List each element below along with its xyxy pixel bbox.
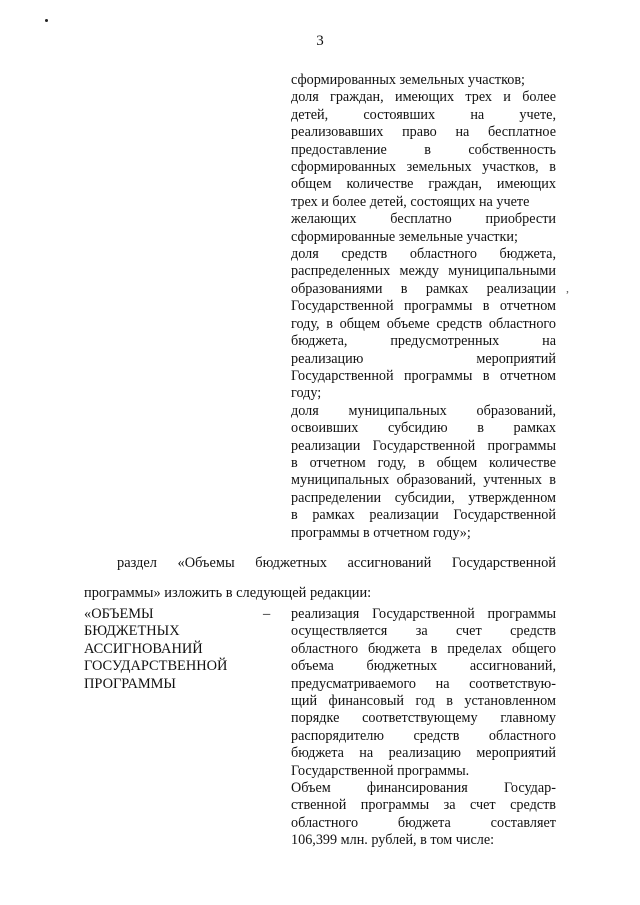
text-line: ственной программы за счет средств <box>291 797 556 814</box>
text-line: объема бюджетных ассигнований, <box>291 658 556 675</box>
text-line: осуществляется за счет средств <box>291 623 556 640</box>
text-line: бюджета на реализацию мероприятий <box>291 745 556 762</box>
text-line: доля граждан, имеющих трех и более <box>291 89 556 106</box>
text-line: сформированные земельные участки; <box>291 228 518 245</box>
text-line: Государственной программы в отчетном <box>291 298 556 315</box>
text-line: освоивших субсидию в рамках <box>291 420 556 437</box>
heading-line: АССИГНОВАНИЙ <box>84 640 203 657</box>
text-line: распределении субсидии, утвержденном <box>291 489 556 506</box>
section-instruction <box>84 548 556 608</box>
text-line: 106,399 млн. рублей, в том числе: <box>291 832 495 849</box>
table-content-text <box>291 606 556 850</box>
text-line: предусматриваемого на соответствую- <box>291 675 556 692</box>
text-line: муниципальных образований, учтенных в <box>291 472 556 489</box>
text-line: Государственной программы в отчетном <box>291 367 556 384</box>
heading-line: ПРОГРАММЫ <box>84 675 176 692</box>
text-line: областного бюджета составляет <box>291 814 556 831</box>
text-line: порядке соответствующему главному <box>291 710 556 727</box>
text-line: программы в отчетном году»; <box>291 524 471 541</box>
table-heading <box>84 606 259 693</box>
table-dash: – <box>263 606 271 622</box>
scan-speck <box>45 19 48 22</box>
section-instruction-line-1: раздел «Объемы бюджетных ассигнований Государственной <box>117 555 556 571</box>
text-line: доля средств областного бюджета, <box>291 246 556 263</box>
page-number: 3 <box>316 33 324 49</box>
text-line: сформированных земельных участков, в <box>291 159 556 176</box>
text-line: Объем финансирования Государ- <box>291 780 556 797</box>
text-line: трех и более детей, состоящих на учете <box>291 193 530 210</box>
text-line: в отчетном году, в общем количестве <box>291 454 556 471</box>
text-line: сформированных земельных участков; <box>291 72 525 88</box>
text-line: предоставление в собственность <box>291 141 556 158</box>
text-line: реализацию мероприятий <box>291 350 556 367</box>
text-line: реализовавших право на бесплатное <box>291 124 556 141</box>
text-line: доля муниципальных образований, <box>291 402 556 419</box>
text-line: году; <box>291 385 322 402</box>
section-instruction-line-2: программы» изложить в следующей редакции: <box>84 585 372 601</box>
text-line: областного бюджета в пределах общего <box>291 640 556 657</box>
text-line: детей, состоявших на учете, <box>291 106 556 123</box>
heading-line: ГОСУДАРСТВЕННОЙ <box>84 658 228 675</box>
margin-mark: , <box>566 281 569 295</box>
text-line: распорядителю средств областного <box>291 727 556 744</box>
text-line: щий финансовый год в установленном <box>291 693 556 710</box>
heading-line: «ОБЪЕМЫ <box>84 606 154 622</box>
heading-line: БЮДЖЕТНЫХ <box>84 623 180 640</box>
text-line: реализации Государственной программы <box>291 437 556 454</box>
text-line: году, в общем объеме средств областного <box>291 315 556 332</box>
top-block-text <box>291 72 556 542</box>
text-line: бюджета, предусмотренных на <box>291 333 556 350</box>
text-line: распределенных между муниципальными <box>291 263 556 280</box>
text-line: реализация Государственной программы <box>291 606 556 622</box>
text-line: Государственной программы. <box>291 762 470 779</box>
text-line: общем количестве граждан, имеющих <box>291 176 556 193</box>
text-line: желающих бесплатно приобрести <box>291 211 556 228</box>
text-line: в рамках реализации Государственной <box>291 507 556 524</box>
text-line: образованиями в рамках реализации <box>291 280 556 297</box>
